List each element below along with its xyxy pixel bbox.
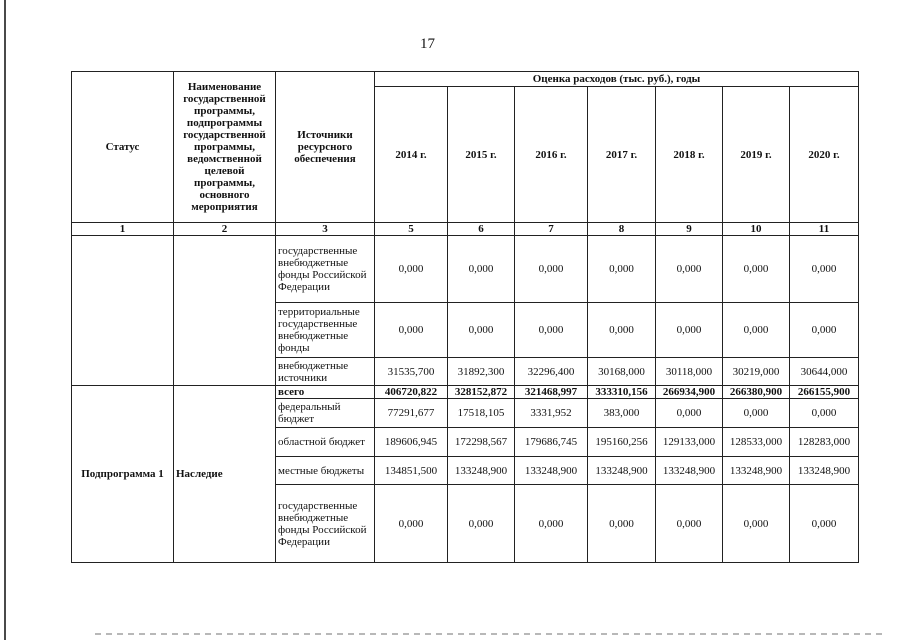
value-cell-total: 266934,900 — [656, 386, 723, 399]
header-year: 2015 г. — [448, 87, 515, 223]
scan-artifact-line — [95, 633, 885, 635]
value-cell: 129133,000 — [656, 428, 723, 457]
column-number: 3 — [276, 223, 375, 236]
header-year: 2019 г. — [723, 87, 790, 223]
value-cell: 0,000 — [656, 236, 723, 303]
value-cell: 0,000 — [588, 236, 656, 303]
value-cell: 30219,000 — [723, 358, 790, 386]
source-cell: государственные внебюджетные фонды Российской Федерации — [276, 236, 375, 303]
value-cell-total: 321468,997 — [515, 386, 588, 399]
value-cell: 0,000 — [375, 303, 448, 358]
value-cell: 0,000 — [375, 236, 448, 303]
value-cell: 0,000 — [656, 485, 723, 563]
value-cell: 133248,900 — [790, 457, 859, 485]
value-cell: 0,000 — [790, 485, 859, 563]
value-cell: 0,000 — [448, 236, 515, 303]
source-cell: федеральный бюджет — [276, 399, 375, 428]
value-cell-total: 266155,900 — [790, 386, 859, 399]
value-cell: 3331,952 — [515, 399, 588, 428]
column-number: 7 — [515, 223, 588, 236]
value-cell: 30644,000 — [790, 358, 859, 386]
value-cell: 32296,400 — [515, 358, 588, 386]
header-source: Источники ресурсного обеспечения — [276, 72, 375, 223]
page-edge-line — [4, 0, 6, 640]
value-cell: 133248,900 — [515, 457, 588, 485]
value-cell: 0,000 — [515, 303, 588, 358]
value-cell: 383,000 — [588, 399, 656, 428]
table-row — [72, 236, 859, 303]
value-cell: 0,000 — [448, 485, 515, 563]
value-cell: 30118,000 — [656, 358, 723, 386]
value-cell: 133248,900 — [448, 457, 515, 485]
column-number: 2 — [174, 223, 276, 236]
page-number: 17 — [420, 36, 435, 52]
column-number: 8 — [588, 223, 656, 236]
value-cell-total: 328152,872 — [448, 386, 515, 399]
value-cell: 134851,500 — [375, 457, 448, 485]
value-cell: 179686,745 — [515, 428, 588, 457]
value-cell: 0,000 — [515, 236, 588, 303]
expenditure-table — [71, 71, 859, 563]
empty-name-cell — [174, 236, 276, 386]
source-cell-total: всего — [276, 386, 375, 399]
value-cell: 128283,000 — [790, 428, 859, 457]
header-program-name: Наименование государственной программы, подпрограммы государственной программы, ведомственной целевой программы, основного мероприятия — [174, 72, 276, 223]
header-year: 2020 г. — [790, 87, 859, 223]
value-cell: 189606,945 — [375, 428, 448, 457]
value-cell: 133248,900 — [588, 457, 656, 485]
value-cell: 0,000 — [723, 485, 790, 563]
subprogram-status: Подпрограмма 1 — [72, 386, 174, 563]
source-cell: государственные внебюджетные фонды Российской Федерации — [276, 485, 375, 563]
value-cell-total: 406720,822 — [375, 386, 448, 399]
value-cell: 17518,105 — [448, 399, 515, 428]
value-cell: 0,000 — [723, 303, 790, 358]
subprogram-name: Наследие — [174, 386, 276, 563]
value-cell: 133248,900 — [656, 457, 723, 485]
value-cell: 133248,900 — [723, 457, 790, 485]
value-cell: 0,000 — [588, 485, 656, 563]
value-cell: 0,000 — [723, 236, 790, 303]
source-cell: внебюджетные источники — [276, 358, 375, 386]
column-number: 11 — [790, 223, 859, 236]
source-cell: местные бюджеты — [276, 457, 375, 485]
value-cell: 0,000 — [790, 303, 859, 358]
header-estimate: Оценка расходов (тыс. руб.), годы — [375, 72, 859, 87]
value-cell: 128533,000 — [723, 428, 790, 457]
value-cell: 77291,677 — [375, 399, 448, 428]
header-year: 2018 г. — [656, 87, 723, 223]
column-number: 5 — [375, 223, 448, 236]
value-cell: 0,000 — [790, 399, 859, 428]
value-cell: 195160,256 — [588, 428, 656, 457]
table-row-total — [72, 386, 859, 399]
value-cell: 0,000 — [588, 303, 656, 358]
source-cell: областной бюджет — [276, 428, 375, 457]
value-cell: 0,000 — [723, 399, 790, 428]
value-cell: 31535,700 — [375, 358, 448, 386]
value-cell: 0,000 — [656, 399, 723, 428]
column-number: 10 — [723, 223, 790, 236]
header-year: 2017 г. — [588, 87, 656, 223]
header-year: 2014 г. — [375, 87, 448, 223]
value-cell: 172298,567 — [448, 428, 515, 457]
header-status: Статус — [72, 72, 174, 223]
value-cell: 31892,300 — [448, 358, 515, 386]
value-cell: 30168,000 — [588, 358, 656, 386]
value-cell-total: 333310,156 — [588, 386, 656, 399]
column-number: 6 — [448, 223, 515, 236]
value-cell: 0,000 — [515, 485, 588, 563]
value-cell: 0,000 — [790, 236, 859, 303]
source-cell: территориальные государственные внебюджетные фонды — [276, 303, 375, 358]
value-cell: 0,000 — [656, 303, 723, 358]
empty-status-cell — [72, 236, 174, 386]
value-cell: 0,000 — [375, 485, 448, 563]
column-number: 1 — [72, 223, 174, 236]
value-cell-total: 266380,900 — [723, 386, 790, 399]
column-number: 9 — [656, 223, 723, 236]
value-cell: 0,000 — [448, 303, 515, 358]
header-year: 2016 г. — [515, 87, 588, 223]
